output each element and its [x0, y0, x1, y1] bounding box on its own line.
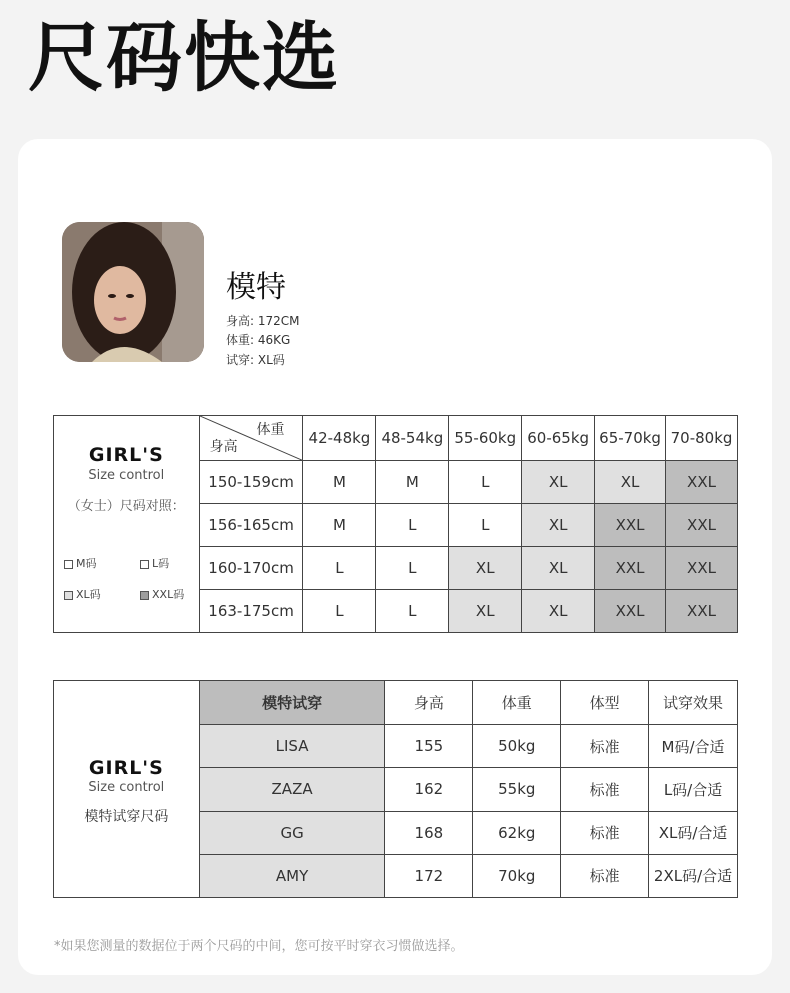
body-type-cell: 标准 — [561, 725, 649, 768]
height-cell: 155 — [385, 725, 473, 768]
model-photo — [62, 222, 204, 362]
size-cell: XXL — [666, 461, 738, 504]
legend-xl: XL码 — [64, 586, 101, 602]
size-cell: XL — [449, 547, 522, 590]
model-portrait-image — [62, 222, 204, 362]
weight-cell: 70kg — [473, 854, 561, 897]
height-label: 163-175cm — [199, 590, 303, 633]
size-cell: XXL — [666, 547, 738, 590]
legend-xl-swatch — [64, 591, 73, 600]
body-type-cell: 标准 — [561, 811, 649, 854]
brand-label: GIRL'S — [88, 444, 164, 466]
header-height: 身高 — [385, 681, 473, 725]
size-cell: XL — [522, 547, 595, 590]
size-cell: M — [303, 461, 376, 504]
size-cell: L — [376, 504, 449, 547]
legend-m: M码 — [64, 555, 97, 571]
size-cell: XL — [449, 590, 522, 633]
size-cell: M — [376, 461, 449, 504]
size-cell: XXL — [666, 590, 738, 633]
size-chart-legend-cell — [54, 416, 200, 633]
body-type-cell: 标准 — [561, 768, 649, 811]
size-cell: L — [376, 590, 449, 633]
weight-header: 55-60kg — [449, 416, 522, 461]
legend-xxl-swatch — [140, 591, 149, 600]
corner-weight-label: 体重 — [256, 422, 285, 438]
height-cell: 168 — [385, 811, 473, 854]
legend-m-swatch — [64, 560, 73, 569]
size-cell: XXL — [666, 504, 738, 547]
size-cell: L — [303, 590, 376, 633]
legend-l-swatch — [140, 560, 149, 569]
size-cell: XXL — [595, 547, 666, 590]
legend-l: L码 — [140, 555, 169, 571]
weight-header: 70-80kg — [666, 416, 738, 461]
body-type-cell: 标准 — [561, 854, 649, 897]
model-trial-table — [53, 680, 738, 898]
brand-subtitle: Size control — [88, 780, 165, 795]
size-cell: M — [303, 504, 376, 547]
fit-result-cell: L码/合适 — [649, 768, 738, 811]
header-model: 模特试穿 — [199, 681, 385, 725]
weight-cell: 62kg — [473, 811, 561, 854]
model-trial-size: 试穿: XL码 — [226, 353, 285, 367]
header-fit-result: 试穿效果 — [649, 681, 738, 725]
model-name-cell: LISA — [199, 725, 385, 768]
brand-label: GIRL'S — [88, 757, 164, 779]
height-label: 156-165cm — [199, 504, 303, 547]
weight-cell: 55kg — [473, 768, 561, 811]
weight-header: 48-54kg — [376, 416, 449, 461]
size-cell: XL — [522, 504, 595, 547]
size-cell: XXL — [595, 504, 666, 547]
trial-legend-cell — [54, 681, 200, 898]
height-label: 160-170cm — [199, 547, 303, 590]
fit-result-cell: XL码/合适 — [649, 811, 738, 854]
weight-header: 60-65kg — [522, 416, 595, 461]
size-cell: L — [303, 547, 376, 590]
model-height: 身高: 172CM — [226, 314, 300, 328]
height-label: 150-159cm — [199, 461, 303, 504]
model-name-cell: AMY — [199, 854, 385, 897]
size-cell: XL — [595, 461, 666, 504]
weight-cell: 50kg — [473, 725, 561, 768]
trial-caption: 模特试穿尺码 — [84, 809, 169, 825]
model-name-cell: GG — [199, 811, 385, 854]
size-chart-table — [53, 415, 738, 633]
model-label: 模特 — [226, 270, 286, 305]
brand-subtitle: Size control — [88, 468, 165, 483]
model-weight: 体重: 46KG — [226, 333, 291, 347]
size-chart-caption: （女士）尺码对照： — [67, 499, 185, 514]
weight-header: 65-70kg — [595, 416, 666, 461]
weight-header: 42-48kg — [303, 416, 376, 461]
size-cell: L — [449, 461, 522, 504]
height-cell: 162 — [385, 768, 473, 811]
size-cell: L — [449, 504, 522, 547]
size-cell: XXL — [595, 590, 666, 633]
header-body-type: 体型 — [561, 681, 649, 725]
height-cell: 172 — [385, 854, 473, 897]
corner-header-cell — [199, 416, 303, 461]
legend-xxl: XXL码 — [140, 586, 184, 602]
fit-result-cell: 2XL码/合适 — [649, 854, 738, 897]
size-cell: XL — [522, 461, 595, 504]
model-name-cell: ZAZA — [199, 768, 385, 811]
page-title: 尺码快选 — [28, 13, 340, 102]
size-cell: L — [376, 547, 449, 590]
footnote: *如果您测量的数据位于两个尺码的中间，您可按平时穿衣习惯做选择。 — [54, 939, 464, 954]
size-cell: XL — [522, 590, 595, 633]
corner-height-label: 身高 — [209, 439, 238, 455]
fit-result-cell: M码/合适 — [649, 725, 738, 768]
header-weight: 体重 — [473, 681, 561, 725]
